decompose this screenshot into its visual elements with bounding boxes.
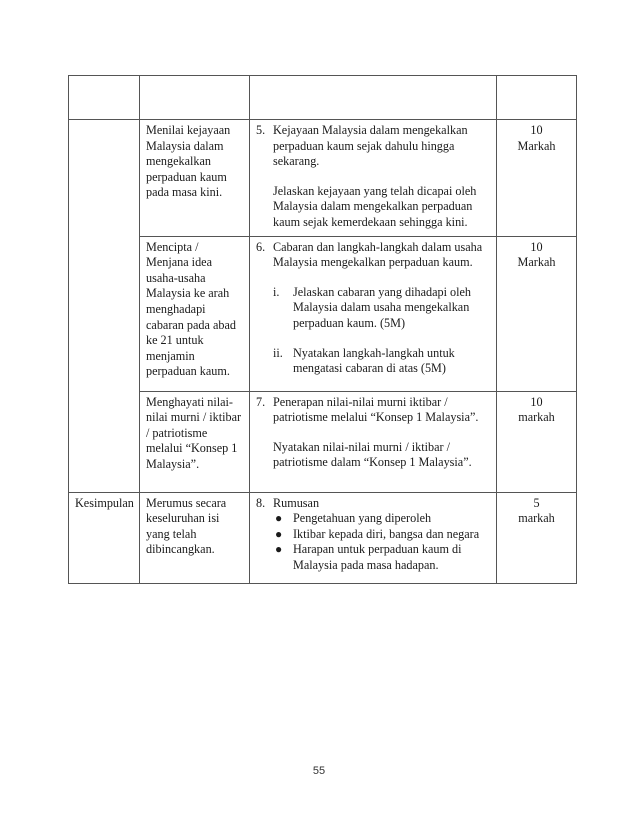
mark-label: Markah bbox=[517, 255, 556, 270]
stage-cell bbox=[69, 76, 140, 120]
question-number: 7. bbox=[256, 394, 266, 409]
mark-cell bbox=[497, 76, 577, 120]
mark-cell bbox=[497, 236, 577, 391]
sub-question: i. Jelaskan cabaran yang dihadapi oleh Malaysia dalam usaha mengekalkan perpaduan kaum. (5M) bbox=[273, 284, 471, 330]
table-row bbox=[69, 236, 577, 391]
question-cell bbox=[250, 76, 497, 120]
mark-cell bbox=[497, 492, 577, 583]
bullet-item: ● Pengetahuan yang diperoleh bbox=[275, 511, 432, 526]
mark-value: 10 bbox=[530, 123, 543, 137]
question-cell bbox=[250, 391, 497, 492]
table-row bbox=[69, 391, 577, 492]
question-text: Cabaran dan langkah-langkah dalam usaha Malaysia mengekalkan perpaduan kaum. bbox=[273, 239, 483, 270]
page-number: 55 bbox=[312, 765, 326, 777]
question-instruction: Nyatakan nilai-nilai murni / iktibar / patriotisme dalam “Konsep 1 Malaysia”. bbox=[273, 439, 472, 470]
stage-cell bbox=[69, 120, 140, 493]
question-number: 6. bbox=[256, 239, 266, 254]
bullet-item: ● Iktibar kepada diri, bangsa dan negara bbox=[275, 526, 480, 541]
assessment-rubric-table bbox=[68, 75, 577, 584]
bullet-icon: ● bbox=[275, 542, 283, 557]
sub-question: ii. Nyatakan langkah-langkah untuk mengatasi cabaran di atas (5M) bbox=[273, 345, 455, 376]
mark-value: 5 bbox=[533, 495, 540, 510]
activity-cell: Menghayati nilai-nilai murni / iktibar / patriotisme melalui “Konsep 1 Malaysia”. bbox=[140, 391, 250, 492]
mark-value: 10 bbox=[530, 394, 543, 409]
bullet-icon: ● bbox=[275, 526, 283, 541]
mark-cell bbox=[497, 120, 577, 237]
question-text: Rumusan bbox=[273, 495, 320, 510]
activity-cell bbox=[140, 76, 250, 120]
stage-cell: Kesimpulan bbox=[69, 492, 140, 583]
question-text: Penerapan nilai-nilai murni iktibar / patriotisme melalui “Konsep 1 Malaysia”. bbox=[273, 394, 479, 425]
activity-cell: Mencipta / Menjana idea usaha-usaha Malaysia ke arah menghadapi cabaran pada abad ke 21 untuk menjamin perpaduan kaum. bbox=[140, 236, 250, 391]
bullet-icon: ● bbox=[275, 511, 283, 526]
question-instruction: Jelaskan kejayaan yang telah dicapai oleh Malaysia dalam mengekalkan perpaduan kaum sejak kemerdekaan sehingga kini. bbox=[273, 183, 477, 229]
table-row bbox=[69, 492, 577, 583]
question-cell bbox=[250, 492, 497, 583]
mark-value: 10 bbox=[530, 239, 543, 254]
mark-label: markah bbox=[518, 410, 555, 425]
question-number: 8. bbox=[256, 495, 266, 510]
question-cell bbox=[250, 236, 497, 391]
bullet-item: ● Harapan untuk perpaduan kaum di Malaysia pada masa hadapan. bbox=[275, 542, 462, 572]
question-number: 5. bbox=[256, 123, 266, 137]
table-row-header-blank bbox=[69, 76, 577, 120]
mark-cell bbox=[497, 391, 577, 492]
mark-label: markah bbox=[518, 511, 555, 526]
activity-cell: Menilai kejayaan Malaysia dalam mengekalkan perpaduan kaum pada masa kini. bbox=[140, 120, 250, 237]
mark-label: Markah bbox=[517, 138, 556, 153]
question-cell bbox=[250, 120, 497, 237]
table-row bbox=[69, 120, 577, 237]
question-text: Kejayaan Malaysia dalam mengekalkan perpaduan kaum sejak dahulu hingga sekarang. bbox=[273, 123, 468, 169]
activity-cell: Merumus secara keseluruhan isi yang telah dibincangkan. bbox=[140, 492, 250, 583]
